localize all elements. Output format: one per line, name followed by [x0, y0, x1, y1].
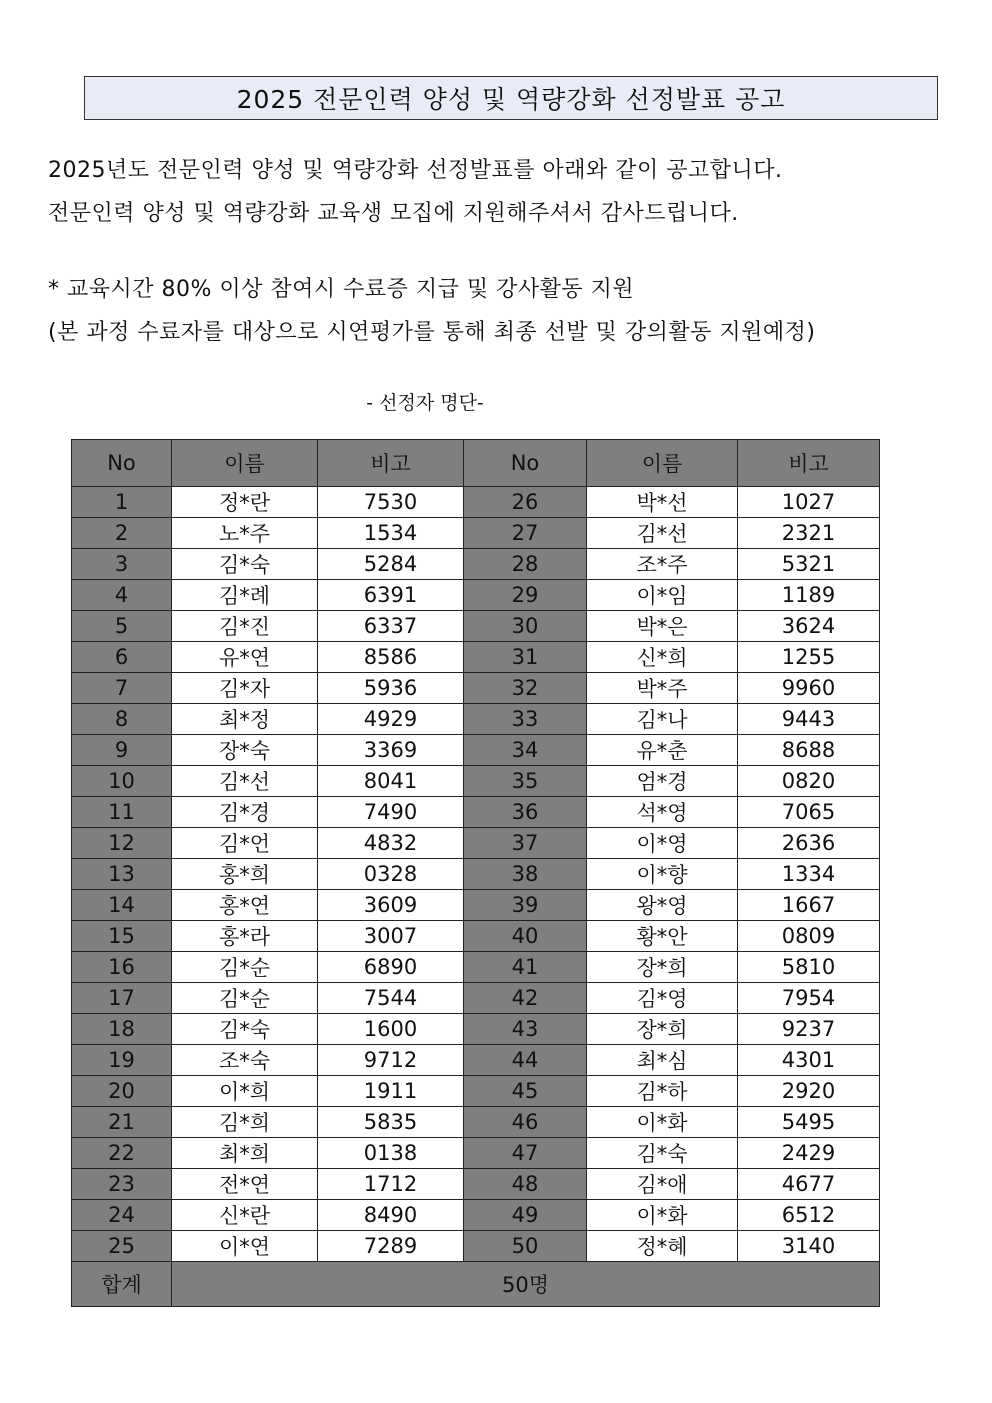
row-no: 42 — [464, 983, 587, 1014]
row-name: 홍*희 — [172, 859, 318, 890]
row-name: 이*연 — [172, 1231, 318, 1262]
row-no: 35 — [464, 766, 587, 797]
row-name: 김*숙 — [172, 1014, 318, 1045]
row-no: 32 — [464, 673, 587, 704]
row-no: 10 — [72, 766, 172, 797]
table-row — [72, 611, 880, 642]
row-name: 이*영 — [587, 828, 738, 859]
row-name: 김*진 — [172, 611, 318, 642]
header-note-2: 비고 — [738, 440, 880, 487]
table-row — [72, 1200, 880, 1231]
row-name: 김*숙 — [587, 1138, 738, 1169]
row-name: 김*례 — [172, 580, 318, 611]
row-no: 27 — [464, 518, 587, 549]
row-no: 13 — [72, 859, 172, 890]
row-no: 29 — [464, 580, 587, 611]
row-note: 5835 — [318, 1107, 464, 1138]
total-label: 합계 — [72, 1262, 172, 1307]
row-note: 7065 — [738, 797, 880, 828]
row-note: 5284 — [318, 549, 464, 580]
row-no: 8 — [72, 704, 172, 735]
row-name: 홍*연 — [172, 890, 318, 921]
intro-line-2: 전문인력 양성 및 역량강화 교육생 모집에 지원해주셔서 감사드립니다. — [48, 201, 739, 226]
row-name: 김*숙 — [172, 549, 318, 580]
row-no: 45 — [464, 1076, 587, 1107]
header-name-1: 이름 — [172, 440, 318, 487]
row-name: 김*하 — [587, 1076, 738, 1107]
row-name: 박*은 — [587, 611, 738, 642]
row-name: 유*춘 — [587, 735, 738, 766]
row-name: 이*희 — [172, 1076, 318, 1107]
row-name: 최*정 — [172, 704, 318, 735]
row-no: 21 — [72, 1107, 172, 1138]
table-row — [72, 828, 880, 859]
row-no: 5 — [72, 611, 172, 642]
row-name: 최*심 — [587, 1045, 738, 1076]
row-note: 2321 — [738, 518, 880, 549]
row-name: 노*주 — [172, 518, 318, 549]
row-no: 11 — [72, 797, 172, 828]
table-row — [72, 890, 880, 921]
row-note: 1189 — [738, 580, 880, 611]
row-no: 38 — [464, 859, 587, 890]
row-name: 신*희 — [587, 642, 738, 673]
row-name: 김*언 — [172, 828, 318, 859]
row-name: 김*선 — [172, 766, 318, 797]
row-note: 1712 — [318, 1169, 464, 1200]
row-name: 왕*영 — [587, 890, 738, 921]
row-note: 5495 — [738, 1107, 880, 1138]
row-no: 12 — [72, 828, 172, 859]
row-no: 28 — [464, 549, 587, 580]
row-no: 44 — [464, 1045, 587, 1076]
row-name: 이*임 — [587, 580, 738, 611]
table-row — [72, 797, 880, 828]
row-note: 7490 — [318, 797, 464, 828]
row-note: 7530 — [318, 487, 464, 518]
row-no: 43 — [464, 1014, 587, 1045]
row-note: 9237 — [738, 1014, 880, 1045]
row-note: 6337 — [318, 611, 464, 642]
row-note: 7954 — [738, 983, 880, 1014]
row-note: 1027 — [738, 487, 880, 518]
row-no: 47 — [464, 1138, 587, 1169]
row-name: 김*경 — [172, 797, 318, 828]
row-no: 1 — [72, 487, 172, 518]
row-name: 김*선 — [587, 518, 738, 549]
row-note: 4832 — [318, 828, 464, 859]
row-no: 3 — [72, 549, 172, 580]
row-name: 박*선 — [587, 487, 738, 518]
row-no: 49 — [464, 1200, 587, 1231]
row-note: 1911 — [318, 1076, 464, 1107]
row-no: 50 — [464, 1231, 587, 1262]
table-row — [72, 673, 880, 704]
row-note: 3140 — [738, 1231, 880, 1262]
table-row — [72, 549, 880, 580]
row-no: 18 — [72, 1014, 172, 1045]
row-note: 1600 — [318, 1014, 464, 1045]
row-note: 0328 — [318, 859, 464, 890]
row-note: 3609 — [318, 890, 464, 921]
table-row — [72, 735, 880, 766]
row-no: 48 — [464, 1169, 587, 1200]
row-no: 24 — [72, 1200, 172, 1231]
row-name: 석*영 — [587, 797, 738, 828]
row-name: 홍*라 — [172, 921, 318, 952]
row-name: 김*나 — [587, 704, 738, 735]
row-note: 8490 — [318, 1200, 464, 1231]
row-note: 8688 — [738, 735, 880, 766]
row-note: 0820 — [738, 766, 880, 797]
row-no: 22 — [72, 1138, 172, 1169]
note-line-1: * 교육시간 80% 이상 참여시 수료증 지급 및 강사활동 지원 — [48, 277, 635, 302]
row-note: 7544 — [318, 983, 464, 1014]
row-name: 김*희 — [172, 1107, 318, 1138]
row-name: 정*혜 — [587, 1231, 738, 1262]
row-no: 16 — [72, 952, 172, 983]
row-note: 4677 — [738, 1169, 880, 1200]
row-no: 7 — [72, 673, 172, 704]
row-no: 33 — [464, 704, 587, 735]
note-line-2: (본 과정 수료자를 대상으로 시연평가를 통해 최종 선발 및 강의활동 지원예정) — [48, 320, 816, 345]
table-header-row — [72, 440, 880, 487]
row-note: 5810 — [738, 952, 880, 983]
row-name: 유*연 — [172, 642, 318, 673]
row-name: 조*주 — [587, 549, 738, 580]
row-no: 14 — [72, 890, 172, 921]
table-row — [72, 921, 880, 952]
table-row — [72, 487, 880, 518]
table-row — [72, 1231, 880, 1262]
table-row — [72, 1076, 880, 1107]
row-no: 41 — [464, 952, 587, 983]
list-title: - 선정자 명단- — [366, 392, 484, 414]
table-row — [72, 1045, 880, 1076]
table-row — [72, 952, 880, 983]
row-no: 30 — [464, 611, 587, 642]
row-name: 장*희 — [587, 1014, 738, 1045]
row-note: 3624 — [738, 611, 880, 642]
selection-table — [71, 439, 880, 1307]
row-name: 조*숙 — [172, 1045, 318, 1076]
row-note: 2429 — [738, 1138, 880, 1169]
row-no: 40 — [464, 921, 587, 952]
row-no: 6 — [72, 642, 172, 673]
table-row — [72, 704, 880, 735]
intro-line-1: 2025년도 전문인력 양성 및 역량강화 선정발표를 아래와 같이 공고합니다. — [48, 158, 783, 183]
row-no: 2 — [72, 518, 172, 549]
row-no: 31 — [464, 642, 587, 673]
row-no: 19 — [72, 1045, 172, 1076]
row-name: 황*안 — [587, 921, 738, 952]
row-name: 장*숙 — [172, 735, 318, 766]
row-no: 23 — [72, 1169, 172, 1200]
row-note: 4301 — [738, 1045, 880, 1076]
row-no: 26 — [464, 487, 587, 518]
row-note: 6512 — [738, 1200, 880, 1231]
row-no: 20 — [72, 1076, 172, 1107]
row-note: 0809 — [738, 921, 880, 952]
row-note: 3007 — [318, 921, 464, 952]
row-name: 김*순 — [172, 983, 318, 1014]
row-name: 김*영 — [587, 983, 738, 1014]
total-value: 50명 — [172, 1262, 880, 1307]
row-no: 36 — [464, 797, 587, 828]
row-name: 김*애 — [587, 1169, 738, 1200]
row-no: 37 — [464, 828, 587, 859]
row-note: 5936 — [318, 673, 464, 704]
row-note: 8041 — [318, 766, 464, 797]
row-note: 9960 — [738, 673, 880, 704]
row-no: 4 — [72, 580, 172, 611]
header-no-2: No — [464, 440, 587, 487]
row-note: 7289 — [318, 1231, 464, 1262]
row-name: 이*향 — [587, 859, 738, 890]
table-row — [72, 859, 880, 890]
row-no: 9 — [72, 735, 172, 766]
table-row — [72, 1169, 880, 1200]
row-note: 8586 — [318, 642, 464, 673]
table-row — [72, 1138, 880, 1169]
table-row — [72, 766, 880, 797]
row-note: 2920 — [738, 1076, 880, 1107]
row-note: 5321 — [738, 549, 880, 580]
row-no: 39 — [464, 890, 587, 921]
row-note: 0138 — [318, 1138, 464, 1169]
row-name: 엄*경 — [587, 766, 738, 797]
table-row — [72, 1014, 880, 1045]
row-note: 6890 — [318, 952, 464, 983]
row-name: 박*주 — [587, 673, 738, 704]
row-note: 1534 — [318, 518, 464, 549]
row-no: 17 — [72, 983, 172, 1014]
header-name-2: 이름 — [587, 440, 738, 487]
row-name: 이*화 — [587, 1107, 738, 1138]
row-note: 9443 — [738, 704, 880, 735]
row-note: 3369 — [318, 735, 464, 766]
row-name: 최*희 — [172, 1138, 318, 1169]
row-note: 6391 — [318, 580, 464, 611]
row-name: 김*자 — [172, 673, 318, 704]
row-note: 9712 — [318, 1045, 464, 1076]
row-note: 4929 — [318, 704, 464, 735]
row-name: 정*란 — [172, 487, 318, 518]
page-title: 2025 전문인력 양성 및 역량강화 선정발표 공고 — [84, 76, 938, 120]
row-name: 전*연 — [172, 1169, 318, 1200]
table-row — [72, 983, 880, 1014]
row-note: 1334 — [738, 859, 880, 890]
table-row — [72, 642, 880, 673]
header-no-1: No — [72, 440, 172, 487]
row-note: 1255 — [738, 642, 880, 673]
row-name: 장*희 — [587, 952, 738, 983]
row-no: 15 — [72, 921, 172, 952]
row-no: 34 — [464, 735, 587, 766]
table-row — [72, 1107, 880, 1138]
total-row — [72, 1262, 880, 1307]
row-no: 25 — [72, 1231, 172, 1262]
row-name: 김*순 — [172, 952, 318, 983]
row-note: 1667 — [738, 890, 880, 921]
row-no: 46 — [464, 1107, 587, 1138]
table-row — [72, 580, 880, 611]
row-name: 신*란 — [172, 1200, 318, 1231]
row-name: 이*화 — [587, 1200, 738, 1231]
header-note-1: 비고 — [318, 440, 464, 487]
row-note: 2636 — [738, 828, 880, 859]
table-row — [72, 518, 880, 549]
